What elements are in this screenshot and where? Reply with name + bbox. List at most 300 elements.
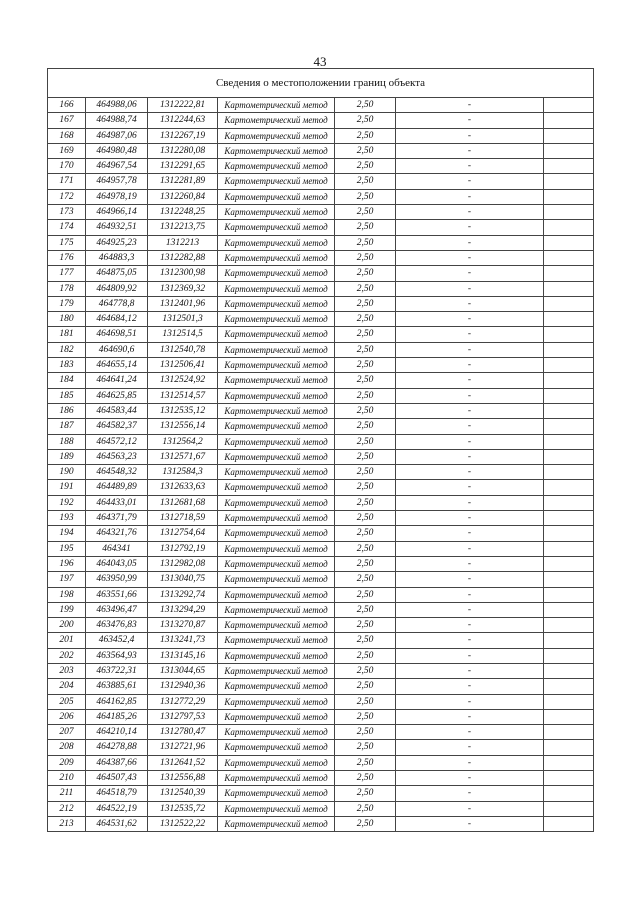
x-coordinate-cell: 464548,32: [86, 465, 148, 480]
empty-cell: [544, 755, 594, 770]
method-cell: Картометрический метод: [218, 526, 335, 541]
description-cell: -: [396, 572, 544, 587]
y-coordinate-cell: 1312213,75: [148, 220, 218, 235]
y-coordinate-cell: 1312556,88: [148, 771, 218, 786]
y-coordinate-cell: 1312535,72: [148, 801, 218, 816]
description-cell: -: [396, 480, 544, 495]
empty-cell: [544, 143, 594, 158]
accuracy-cell: 2,50: [335, 189, 396, 204]
y-coordinate-cell: 1312506,41: [148, 358, 218, 373]
point-number-cell: 195: [48, 541, 86, 556]
table-row: [48, 694, 594, 709]
y-coordinate-cell: 1312797,53: [148, 709, 218, 724]
description-cell: -: [396, 618, 544, 633]
accuracy-cell: 2,50: [335, 266, 396, 281]
x-coordinate-cell: 464966,14: [86, 205, 148, 220]
point-number-cell: 208: [48, 740, 86, 755]
point-number-cell: 201: [48, 633, 86, 648]
table-title-row: [48, 69, 594, 98]
accuracy-cell: 2,50: [335, 205, 396, 220]
table-row: [48, 403, 594, 418]
empty-cell: [544, 465, 594, 480]
table-row: [48, 189, 594, 204]
point-number-cell: 168: [48, 128, 86, 143]
x-coordinate-cell: 464572,12: [86, 434, 148, 449]
y-coordinate-cell: 1312718,59: [148, 511, 218, 526]
point-number-cell: 185: [48, 388, 86, 403]
table-row: [48, 572, 594, 587]
y-coordinate-cell: 1312721,96: [148, 740, 218, 755]
accuracy-cell: 2,50: [335, 740, 396, 755]
method-cell: Картометрический метод: [218, 465, 335, 480]
table-row: [48, 786, 594, 801]
table-row: [48, 250, 594, 265]
accuracy-cell: 2,50: [335, 403, 396, 418]
method-cell: Картометрический метод: [218, 205, 335, 220]
table-row: [48, 312, 594, 327]
table-row: [48, 801, 594, 816]
table-row: [48, 143, 594, 158]
method-cell: Картометрический метод: [218, 312, 335, 327]
description-cell: -: [396, 419, 544, 434]
x-coordinate-cell: 464518,79: [86, 786, 148, 801]
x-coordinate-cell: 464987,06: [86, 128, 148, 143]
method-cell: Картометрический метод: [218, 725, 335, 740]
point-number-cell: 194: [48, 526, 86, 541]
empty-cell: [544, 159, 594, 174]
x-coordinate-cell: 464507,43: [86, 771, 148, 786]
empty-cell: [544, 281, 594, 296]
table-row: [48, 541, 594, 556]
x-coordinate-cell: 464967,54: [86, 159, 148, 174]
point-number-cell: 186: [48, 403, 86, 418]
empty-cell: [544, 449, 594, 464]
point-number-cell: 178: [48, 281, 86, 296]
method-cell: Картометрический метод: [218, 403, 335, 418]
description-cell: -: [396, 189, 544, 204]
point-number-cell: 209: [48, 755, 86, 770]
x-coordinate-cell: 464531,62: [86, 816, 148, 831]
empty-cell: [544, 205, 594, 220]
method-cell: Картометрический метод: [218, 174, 335, 189]
table-row: [48, 602, 594, 617]
y-coordinate-cell: 1312524,92: [148, 373, 218, 388]
x-coordinate-cell: 463722,31: [86, 663, 148, 678]
method-cell: Картометрический метод: [218, 816, 335, 831]
accuracy-cell: 2,50: [335, 587, 396, 602]
point-number-cell: 177: [48, 266, 86, 281]
description-cell: -: [396, 725, 544, 740]
x-coordinate-cell: 464809,92: [86, 281, 148, 296]
point-number-cell: 170: [48, 159, 86, 174]
empty-cell: [544, 572, 594, 587]
y-coordinate-cell: 1313294,29: [148, 602, 218, 617]
x-coordinate-cell: 464489,89: [86, 480, 148, 495]
empty-cell: [544, 495, 594, 510]
empty-cell: [544, 771, 594, 786]
method-cell: Картометрический метод: [218, 771, 335, 786]
y-coordinate-cell: 1312982,08: [148, 556, 218, 571]
y-coordinate-cell: 1313044,65: [148, 663, 218, 678]
x-coordinate-cell: 464321,76: [86, 526, 148, 541]
table-row: [48, 679, 594, 694]
x-coordinate-cell: 464690,6: [86, 342, 148, 357]
description-cell: -: [396, 235, 544, 250]
accuracy-cell: 2,50: [335, 312, 396, 327]
point-number-cell: 169: [48, 143, 86, 158]
y-coordinate-cell: 1312248,25: [148, 205, 218, 220]
method-cell: Картометрический метод: [218, 541, 335, 556]
point-number-cell: 206: [48, 709, 86, 724]
description-cell: -: [396, 174, 544, 189]
method-cell: Картометрический метод: [218, 709, 335, 724]
accuracy-cell: 2,50: [335, 281, 396, 296]
table-row: [48, 663, 594, 678]
accuracy-cell: 2,50: [335, 556, 396, 571]
description-cell: -: [396, 205, 544, 220]
description-cell: -: [396, 342, 544, 357]
x-coordinate-cell: 464043,05: [86, 556, 148, 571]
table-row: [48, 373, 594, 388]
y-coordinate-cell: 1312514,5: [148, 327, 218, 342]
empty-cell: [544, 663, 594, 678]
accuracy-cell: 2,50: [335, 725, 396, 740]
empty-cell: [544, 556, 594, 571]
accuracy-cell: 2,50: [335, 220, 396, 235]
table-row: [48, 128, 594, 143]
y-coordinate-cell: 1312641,52: [148, 755, 218, 770]
method-cell: Картометрический метод: [218, 296, 335, 311]
point-number-cell: 181: [48, 327, 86, 342]
table-row: [48, 816, 594, 831]
x-coordinate-cell: 464185,26: [86, 709, 148, 724]
description-cell: -: [396, 403, 544, 418]
table-row: [48, 511, 594, 526]
method-cell: Картометрический метод: [218, 220, 335, 235]
method-cell: Картометрический метод: [218, 358, 335, 373]
method-cell: Картометрический метод: [218, 388, 335, 403]
y-coordinate-cell: 1312213: [148, 235, 218, 250]
point-number-cell: 213: [48, 816, 86, 831]
x-coordinate-cell: 464210,14: [86, 725, 148, 740]
empty-cell: [544, 113, 594, 128]
empty-cell: [544, 388, 594, 403]
y-coordinate-cell: 1313270,87: [148, 618, 218, 633]
y-coordinate-cell: 1312754,64: [148, 526, 218, 541]
accuracy-cell: 2,50: [335, 648, 396, 663]
y-coordinate-cell: 1312401,96: [148, 296, 218, 311]
method-cell: Картометрический метод: [218, 250, 335, 265]
method-cell: Картометрический метод: [218, 235, 335, 250]
x-coordinate-cell: 464563,23: [86, 449, 148, 464]
accuracy-cell: 2,50: [335, 235, 396, 250]
x-coordinate-cell: 463950,99: [86, 572, 148, 587]
x-coordinate-cell: 464980,48: [86, 143, 148, 158]
method-cell: Картометрический метод: [218, 495, 335, 510]
point-number-cell: 184: [48, 373, 86, 388]
point-number-cell: 211: [48, 786, 86, 801]
method-cell: Картометрический метод: [218, 679, 335, 694]
method-cell: Картометрический метод: [218, 663, 335, 678]
y-coordinate-cell: 1312280,08: [148, 143, 218, 158]
point-number-cell: 180: [48, 312, 86, 327]
point-number-cell: 197: [48, 572, 86, 587]
empty-cell: [544, 694, 594, 709]
accuracy-cell: 2,50: [335, 755, 396, 770]
point-number-cell: 175: [48, 235, 86, 250]
description-cell: -: [396, 113, 544, 128]
description-cell: -: [396, 709, 544, 724]
y-coordinate-cell: 1312940,36: [148, 679, 218, 694]
y-coordinate-cell: 1313145,16: [148, 648, 218, 663]
point-number-cell: 204: [48, 679, 86, 694]
accuracy-cell: 2,50: [335, 342, 396, 357]
y-coordinate-cell: 1313292,74: [148, 587, 218, 602]
method-cell: Картометрический метод: [218, 740, 335, 755]
empty-cell: [544, 128, 594, 143]
description-cell: -: [396, 801, 544, 816]
description-cell: -: [396, 358, 544, 373]
method-cell: Картометрический метод: [218, 587, 335, 602]
accuracy-cell: 2,50: [335, 771, 396, 786]
table-row: [48, 434, 594, 449]
empty-cell: [544, 358, 594, 373]
x-coordinate-cell: 464433,01: [86, 495, 148, 510]
accuracy-cell: 2,50: [335, 541, 396, 556]
table-row: [48, 771, 594, 786]
x-coordinate-cell: 463452,4: [86, 633, 148, 648]
empty-cell: [544, 511, 594, 526]
point-number-cell: 199: [48, 602, 86, 617]
empty-cell: [544, 679, 594, 694]
empty-cell: [544, 633, 594, 648]
method-cell: Картометрический метод: [218, 633, 335, 648]
empty-cell: [544, 709, 594, 724]
description-cell: -: [396, 495, 544, 510]
table-row: [48, 618, 594, 633]
table-row: [48, 709, 594, 724]
x-coordinate-cell: 464522,19: [86, 801, 148, 816]
accuracy-cell: 2,50: [335, 801, 396, 816]
empty-cell: [544, 541, 594, 556]
description-cell: -: [396, 541, 544, 556]
x-coordinate-cell: 464583,44: [86, 403, 148, 418]
accuracy-cell: 2,50: [335, 786, 396, 801]
description-cell: -: [396, 250, 544, 265]
description-cell: -: [396, 281, 544, 296]
method-cell: Картометрический метод: [218, 602, 335, 617]
accuracy-cell: 2,50: [335, 602, 396, 617]
empty-cell: [544, 373, 594, 388]
accuracy-cell: 2,50: [335, 526, 396, 541]
x-coordinate-cell: 464932,51: [86, 220, 148, 235]
table-row: [48, 480, 594, 495]
y-coordinate-cell: 1313040,75: [148, 572, 218, 587]
method-cell: Картометрический метод: [218, 327, 335, 342]
accuracy-cell: 2,50: [335, 250, 396, 265]
point-number-cell: 173: [48, 205, 86, 220]
empty-cell: [544, 526, 594, 541]
empty-cell: [544, 786, 594, 801]
point-number-cell: 176: [48, 250, 86, 265]
accuracy-cell: 2,50: [335, 159, 396, 174]
method-cell: Картометрический метод: [218, 113, 335, 128]
x-coordinate-cell: 464698,51: [86, 327, 148, 342]
accuracy-cell: 2,50: [335, 174, 396, 189]
accuracy-cell: 2,50: [335, 709, 396, 724]
description-cell: -: [396, 327, 544, 342]
point-number-cell: 207: [48, 725, 86, 740]
table-row: [48, 419, 594, 434]
empty-cell: [544, 419, 594, 434]
x-coordinate-cell: 464978,19: [86, 189, 148, 204]
y-coordinate-cell: 1312260,84: [148, 189, 218, 204]
description-cell: -: [396, 449, 544, 464]
accuracy-cell: 2,50: [335, 633, 396, 648]
x-coordinate-cell: 464988,06: [86, 98, 148, 113]
x-coordinate-cell: 464582,37: [86, 419, 148, 434]
description-cell: -: [396, 771, 544, 786]
description-cell: -: [396, 816, 544, 831]
y-coordinate-cell: 1312556,14: [148, 419, 218, 434]
point-number-cell: 166: [48, 98, 86, 113]
x-coordinate-cell: 464641,24: [86, 373, 148, 388]
table-row: [48, 296, 594, 311]
x-coordinate-cell: 464371,79: [86, 511, 148, 526]
description-cell: -: [396, 98, 544, 113]
table-row: [48, 449, 594, 464]
x-coordinate-cell: 464278,88: [86, 740, 148, 755]
y-coordinate-cell: 1312584,3: [148, 465, 218, 480]
x-coordinate-cell: 463496,47: [86, 602, 148, 617]
table-row: [48, 725, 594, 740]
method-cell: Картометрический метод: [218, 572, 335, 587]
point-number-cell: 200: [48, 618, 86, 633]
empty-cell: [544, 220, 594, 235]
point-number-cell: 193: [48, 511, 86, 526]
table-row: [48, 281, 594, 296]
empty-cell: [544, 98, 594, 113]
point-number-cell: 198: [48, 587, 86, 602]
accuracy-cell: 2,50: [335, 694, 396, 709]
table-row: [48, 159, 594, 174]
x-coordinate-cell: 464925,23: [86, 235, 148, 250]
x-coordinate-cell: 464655,14: [86, 358, 148, 373]
method-cell: Картометрический метод: [218, 128, 335, 143]
x-coordinate-cell: 464883,3: [86, 250, 148, 265]
point-number-cell: 196: [48, 556, 86, 571]
point-number-cell: 192: [48, 495, 86, 510]
empty-cell: [544, 602, 594, 617]
y-coordinate-cell: 1312291,65: [148, 159, 218, 174]
x-coordinate-cell: 464387,66: [86, 755, 148, 770]
table-row: [48, 174, 594, 189]
boundary-coordinates-table: [47, 68, 594, 832]
y-coordinate-cell: 1312540,78: [148, 342, 218, 357]
y-coordinate-cell: 1312681,68: [148, 495, 218, 510]
empty-cell: [544, 587, 594, 602]
empty-cell: [544, 648, 594, 663]
description-cell: -: [396, 679, 544, 694]
y-coordinate-cell: 1312222,81: [148, 98, 218, 113]
table-row: [48, 648, 594, 663]
x-coordinate-cell: 464162,85: [86, 694, 148, 709]
description-cell: -: [396, 465, 544, 480]
accuracy-cell: 2,50: [335, 663, 396, 678]
empty-cell: [544, 342, 594, 357]
table-row: [48, 526, 594, 541]
table-row: [48, 495, 594, 510]
method-cell: Картометрический метод: [218, 556, 335, 571]
description-cell: -: [396, 694, 544, 709]
method-cell: Картометрический метод: [218, 98, 335, 113]
point-number-cell: 174: [48, 220, 86, 235]
accuracy-cell: 2,50: [335, 388, 396, 403]
empty-cell: [544, 174, 594, 189]
description-cell: -: [396, 296, 544, 311]
x-coordinate-cell: 464625,85: [86, 388, 148, 403]
accuracy-cell: 2,50: [335, 618, 396, 633]
empty-cell: [544, 250, 594, 265]
y-coordinate-cell: 1312571,67: [148, 449, 218, 464]
empty-cell: [544, 266, 594, 281]
table-row: [48, 113, 594, 128]
table-row: [48, 205, 594, 220]
y-coordinate-cell: 1312514,57: [148, 388, 218, 403]
method-cell: Картометрический метод: [218, 801, 335, 816]
y-coordinate-cell: 1312369,32: [148, 281, 218, 296]
x-coordinate-cell: 464778,8: [86, 296, 148, 311]
empty-cell: [544, 816, 594, 831]
table-row: [48, 587, 594, 602]
method-cell: Картометрический метод: [218, 189, 335, 204]
point-number-cell: 212: [48, 801, 86, 816]
point-number-cell: 189: [48, 449, 86, 464]
table-row: [48, 740, 594, 755]
description-cell: -: [396, 220, 544, 235]
method-cell: Картометрический метод: [218, 159, 335, 174]
y-coordinate-cell: 1312535,12: [148, 403, 218, 418]
description-cell: -: [396, 159, 544, 174]
y-coordinate-cell: 1312792,19: [148, 541, 218, 556]
y-coordinate-cell: 1313241,73: [148, 633, 218, 648]
accuracy-cell: 2,50: [335, 296, 396, 311]
description-cell: -: [396, 266, 544, 281]
method-cell: Картометрический метод: [218, 434, 335, 449]
method-cell: Картометрический метод: [218, 419, 335, 434]
description-cell: -: [396, 587, 544, 602]
point-number-cell: 210: [48, 771, 86, 786]
y-coordinate-cell: 1312501,3: [148, 312, 218, 327]
description-cell: -: [396, 786, 544, 801]
y-coordinate-cell: 1312564,2: [148, 434, 218, 449]
x-coordinate-cell: 464957,78: [86, 174, 148, 189]
accuracy-cell: 2,50: [335, 98, 396, 113]
point-number-cell: 191: [48, 480, 86, 495]
description-cell: -: [396, 663, 544, 678]
point-number-cell: 172: [48, 189, 86, 204]
x-coordinate-cell: 464684,12: [86, 312, 148, 327]
page-number: 43: [313, 54, 327, 69]
accuracy-cell: 2,50: [335, 449, 396, 464]
accuracy-cell: 2,50: [335, 113, 396, 128]
empty-cell: [544, 312, 594, 327]
method-cell: Картометрический метод: [218, 266, 335, 281]
x-coordinate-cell: 463564,93: [86, 648, 148, 663]
empty-cell: [544, 235, 594, 250]
accuracy-cell: 2,50: [335, 480, 396, 495]
description-cell: -: [396, 128, 544, 143]
